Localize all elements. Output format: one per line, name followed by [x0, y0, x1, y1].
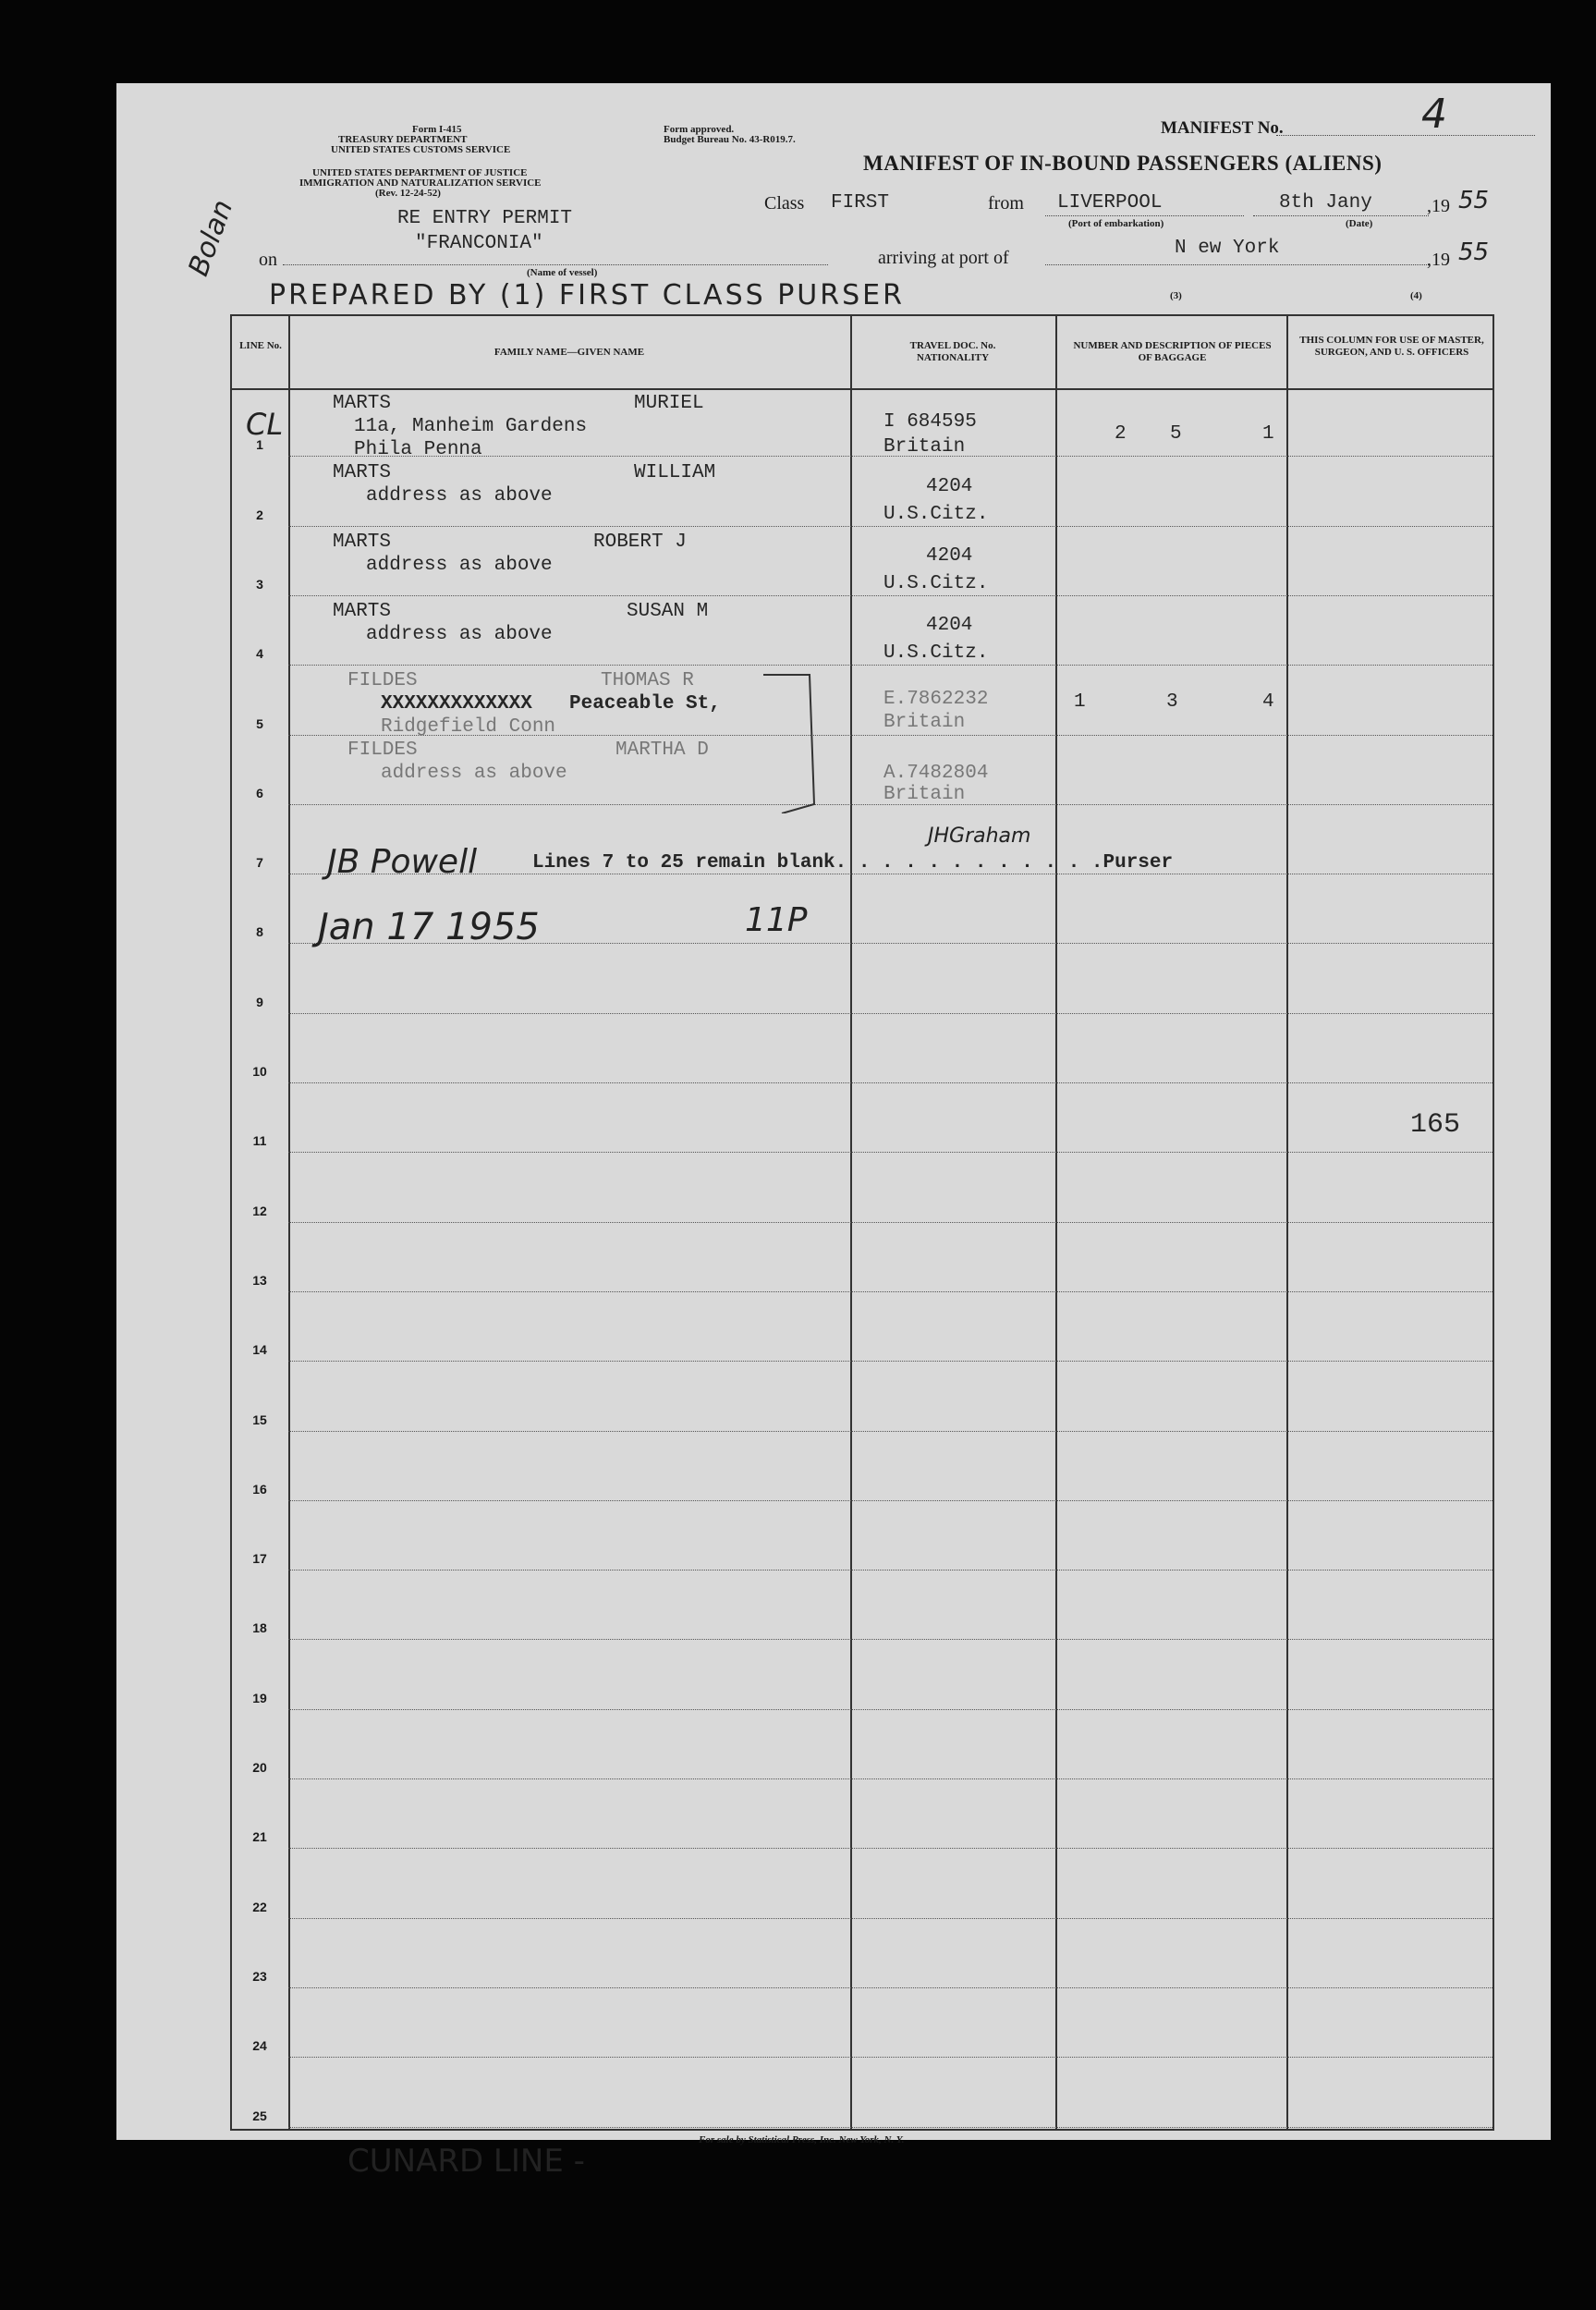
col-baggage: NUMBER AND DESCRIPTION OF PIECES OF BAGGAGE — [1073, 340, 1272, 363]
line-number: 8 — [256, 924, 263, 940]
bracket-mark — [754, 666, 865, 813]
line-number: 9 — [256, 994, 263, 1009]
line-number: 16 — [252, 1481, 267, 1497]
line-number: 12 — [252, 1203, 267, 1218]
line-number: 7 — [256, 855, 263, 871]
row-divider — [288, 2057, 1492, 2059]
budget-bureau: Budget Bureau No. 43-R019.7. — [664, 134, 796, 145]
nationality: U.S.Citz. — [883, 573, 989, 594]
line-number: 24 — [252, 2038, 267, 2054]
nationality: U.S.Citz. — [883, 642, 989, 664]
travel-doc: E.7862232 — [883, 689, 989, 710]
nationality: Britain — [883, 712, 966, 733]
date-underline — [1253, 215, 1429, 216]
table-header-border — [230, 388, 1494, 390]
vessel-name: "FRANCONIA" — [415, 233, 543, 254]
margin-note: Bolan — [182, 195, 240, 281]
vessel-underline — [283, 264, 828, 265]
row-divider — [288, 1987, 1492, 1989]
col-line-no: LINE No. — [239, 340, 282, 351]
revision: (Rev. 12-24-52) — [375, 188, 441, 199]
column-divider — [1492, 314, 1494, 2131]
col-name: FAMILY NAME—GIVEN NAME — [493, 347, 645, 358]
cunard-line: CUNARD LINE - — [347, 2143, 585, 2180]
row-divider — [288, 2127, 1492, 2129]
side-number: 165 — [1410, 1109, 1461, 1141]
form-number: Form I-415 — [412, 124, 462, 135]
table-bottom-border — [230, 2129, 1494, 2131]
line-number: 2 — [256, 507, 263, 522]
justice-dept: UNITED STATES DEPARTMENT OF JUSTICE — [312, 167, 528, 178]
line-number: 4 — [256, 646, 263, 662]
address-line: address as above — [381, 763, 567, 784]
bag-tk: 2 — [1115, 423, 1127, 445]
line-number: 23 — [252, 1968, 267, 1984]
travel-doc: 4204 — [926, 476, 973, 497]
line-number: 17 — [252, 1551, 267, 1567]
family-name: FILDES — [347, 739, 418, 761]
treasury-dept: TREASURY DEPARTMENT — [338, 134, 468, 145]
row-divider — [288, 526, 1492, 528]
line-number: 1 — [256, 437, 263, 453]
nationality: U.S.Citz. — [883, 504, 989, 525]
year2-prefix: ,19 — [1427, 250, 1450, 270]
col-officers: THIS COLUMN FOR USE OF MASTER, SURGEON, AND U. S. OFFICERS — [1299, 335, 1484, 358]
line-number: 13 — [252, 1272, 267, 1288]
travel-doc: 4204 — [926, 545, 973, 567]
manifest-page — [116, 83, 1551, 2180]
given-name: ROBERT J — [593, 532, 687, 553]
officer-signature: JB Powell — [327, 843, 478, 881]
port-embarkation: LIVERPOOL — [1057, 192, 1163, 214]
bag-sc: 5 — [1170, 423, 1182, 445]
arriving-label: arriving at port of — [878, 248, 1009, 268]
row-divider — [288, 1013, 1492, 1015]
given-name: MURIEL — [634, 393, 704, 414]
line-number: 14 — [252, 1342, 267, 1358]
row-divider — [288, 1778, 1492, 1780]
given-name: THOMAS R — [601, 670, 694, 691]
given-name: SUSAN M — [627, 601, 709, 622]
bag-sc: 3 — [1166, 691, 1178, 713]
year2-value: 55 — [1458, 238, 1490, 266]
line-number: 22 — [252, 1899, 267, 1914]
customs-service: UNITED STATES CUSTOMS SERVICE — [331, 144, 511, 155]
prepared-by: PREPARED BY (1) FIRST CLASS PURSER — [269, 279, 905, 312]
struck-address: XXXXXXXXXXXXX — [381, 693, 532, 715]
row-divider — [288, 1152, 1492, 1154]
line-number: 5 — [256, 715, 263, 731]
line-number: 3 — [256, 576, 263, 592]
row-divider — [288, 1570, 1492, 1571]
row-divider — [288, 1848, 1492, 1850]
address-line: Phila Penna — [354, 439, 482, 460]
bag-h: 1 — [1262, 423, 1274, 445]
row-divider — [288, 595, 1492, 597]
given-name: WILLIAM — [634, 462, 716, 483]
manifest-title: MANIFEST OF IN-BOUND PASSENGERS (ALIENS) — [863, 152, 1383, 175]
date-caption: (Date) — [1346, 218, 1373, 229]
purser-signature: JHGraham — [928, 825, 1031, 848]
cl-mark: CL — [246, 407, 284, 442]
address-line: Ridgefield Conn — [381, 716, 556, 738]
row-divider — [288, 1918, 1492, 1920]
line-number: 19 — [252, 1690, 267, 1705]
line-number: 10 — [252, 1064, 267, 1079]
row-divider — [288, 1431, 1492, 1433]
address-line: address as above — [366, 485, 553, 507]
class-value: FIRST — [831, 192, 890, 214]
family-name: MARTS — [333, 462, 392, 483]
row-divider — [288, 1500, 1492, 1502]
port-caption: (Port of embarkation) — [1068, 218, 1164, 229]
family-name: MARTS — [333, 532, 392, 553]
blank-lines-note: Lines 7 to 25 remain blank. . . . . . . . . . . .Purser — [532, 852, 1174, 874]
bag-tk: 1 — [1074, 691, 1086, 713]
manifest-underline — [1276, 135, 1535, 136]
footer-printer: For sale by Statistical Press, Inc. New York, N. Y. — [699, 2134, 905, 2145]
address-line: 11a, Manheim Gardens — [354, 416, 588, 437]
travel-doc: I 684595 — [883, 411, 977, 433]
year-value: 55 — [1458, 187, 1490, 214]
line-number: 20 — [252, 1760, 267, 1775]
col-marker-4: (4) — [1410, 290, 1422, 301]
line-number: 11 — [252, 1133, 267, 1149]
manifest-label: MANIFEST No. — [1161, 118, 1284, 138]
line-number: 25 — [252, 2108, 267, 2123]
family-name: MARTS — [333, 393, 392, 414]
row-divider — [288, 665, 1492, 666]
on-label: on — [259, 250, 277, 270]
arriving-underline — [1045, 264, 1429, 265]
address-line: address as above — [366, 555, 553, 576]
ins-service: IMMIGRATION AND NATURALIZATION SERVICE — [299, 177, 542, 189]
line-number: 6 — [256, 785, 263, 801]
travel-doc: A.7482804 — [883, 763, 989, 784]
row-divider — [288, 1082, 1492, 1084]
from-label: from — [988, 193, 1024, 214]
address-line: address as above — [366, 624, 553, 645]
given-name: MARTHA D — [615, 739, 709, 761]
column-divider — [230, 314, 232, 2131]
travel-doc: 4204 — [926, 615, 973, 636]
col-travel-doc: TRAVEL DOC. No. NATIONALITY — [909, 340, 996, 363]
port-underline — [1045, 215, 1244, 216]
class-label: Class — [764, 193, 805, 214]
line-number: 21 — [252, 1829, 267, 1845]
arrival-port: N ew York — [1175, 238, 1280, 259]
table-top-border — [230, 314, 1494, 316]
initials: 11P — [745, 901, 808, 939]
nationality: Britain — [883, 436, 966, 458]
address-line: Peaceable St, — [569, 693, 721, 715]
family-name: FILDES — [347, 670, 418, 691]
form-approved: Form approved. — [664, 124, 735, 135]
line-number: 18 — [252, 1620, 267, 1636]
row-divider — [288, 1639, 1492, 1641]
nationality: Britain — [883, 784, 966, 805]
reentry-permit: RE ENTRY PERMIT — [397, 208, 573, 229]
vessel-caption: (Name of vessel) — [527, 267, 598, 278]
arrival-date: 8th Jany — [1279, 192, 1372, 214]
col-marker-3: (3) — [1170, 290, 1182, 301]
line-number: 15 — [252, 1412, 267, 1427]
row-divider — [288, 1291, 1492, 1293]
row-divider — [288, 1361, 1492, 1363]
row-divider — [288, 1709, 1492, 1711]
bag-h: 4 — [1262, 691, 1274, 713]
year-prefix: ,19 — [1427, 196, 1450, 216]
row-divider — [288, 1222, 1492, 1224]
manifest-number: 4 — [1421, 91, 1447, 138]
family-name: MARTS — [333, 601, 392, 622]
date-stamp-handwritten: Jan 17 1955 — [318, 906, 540, 948]
